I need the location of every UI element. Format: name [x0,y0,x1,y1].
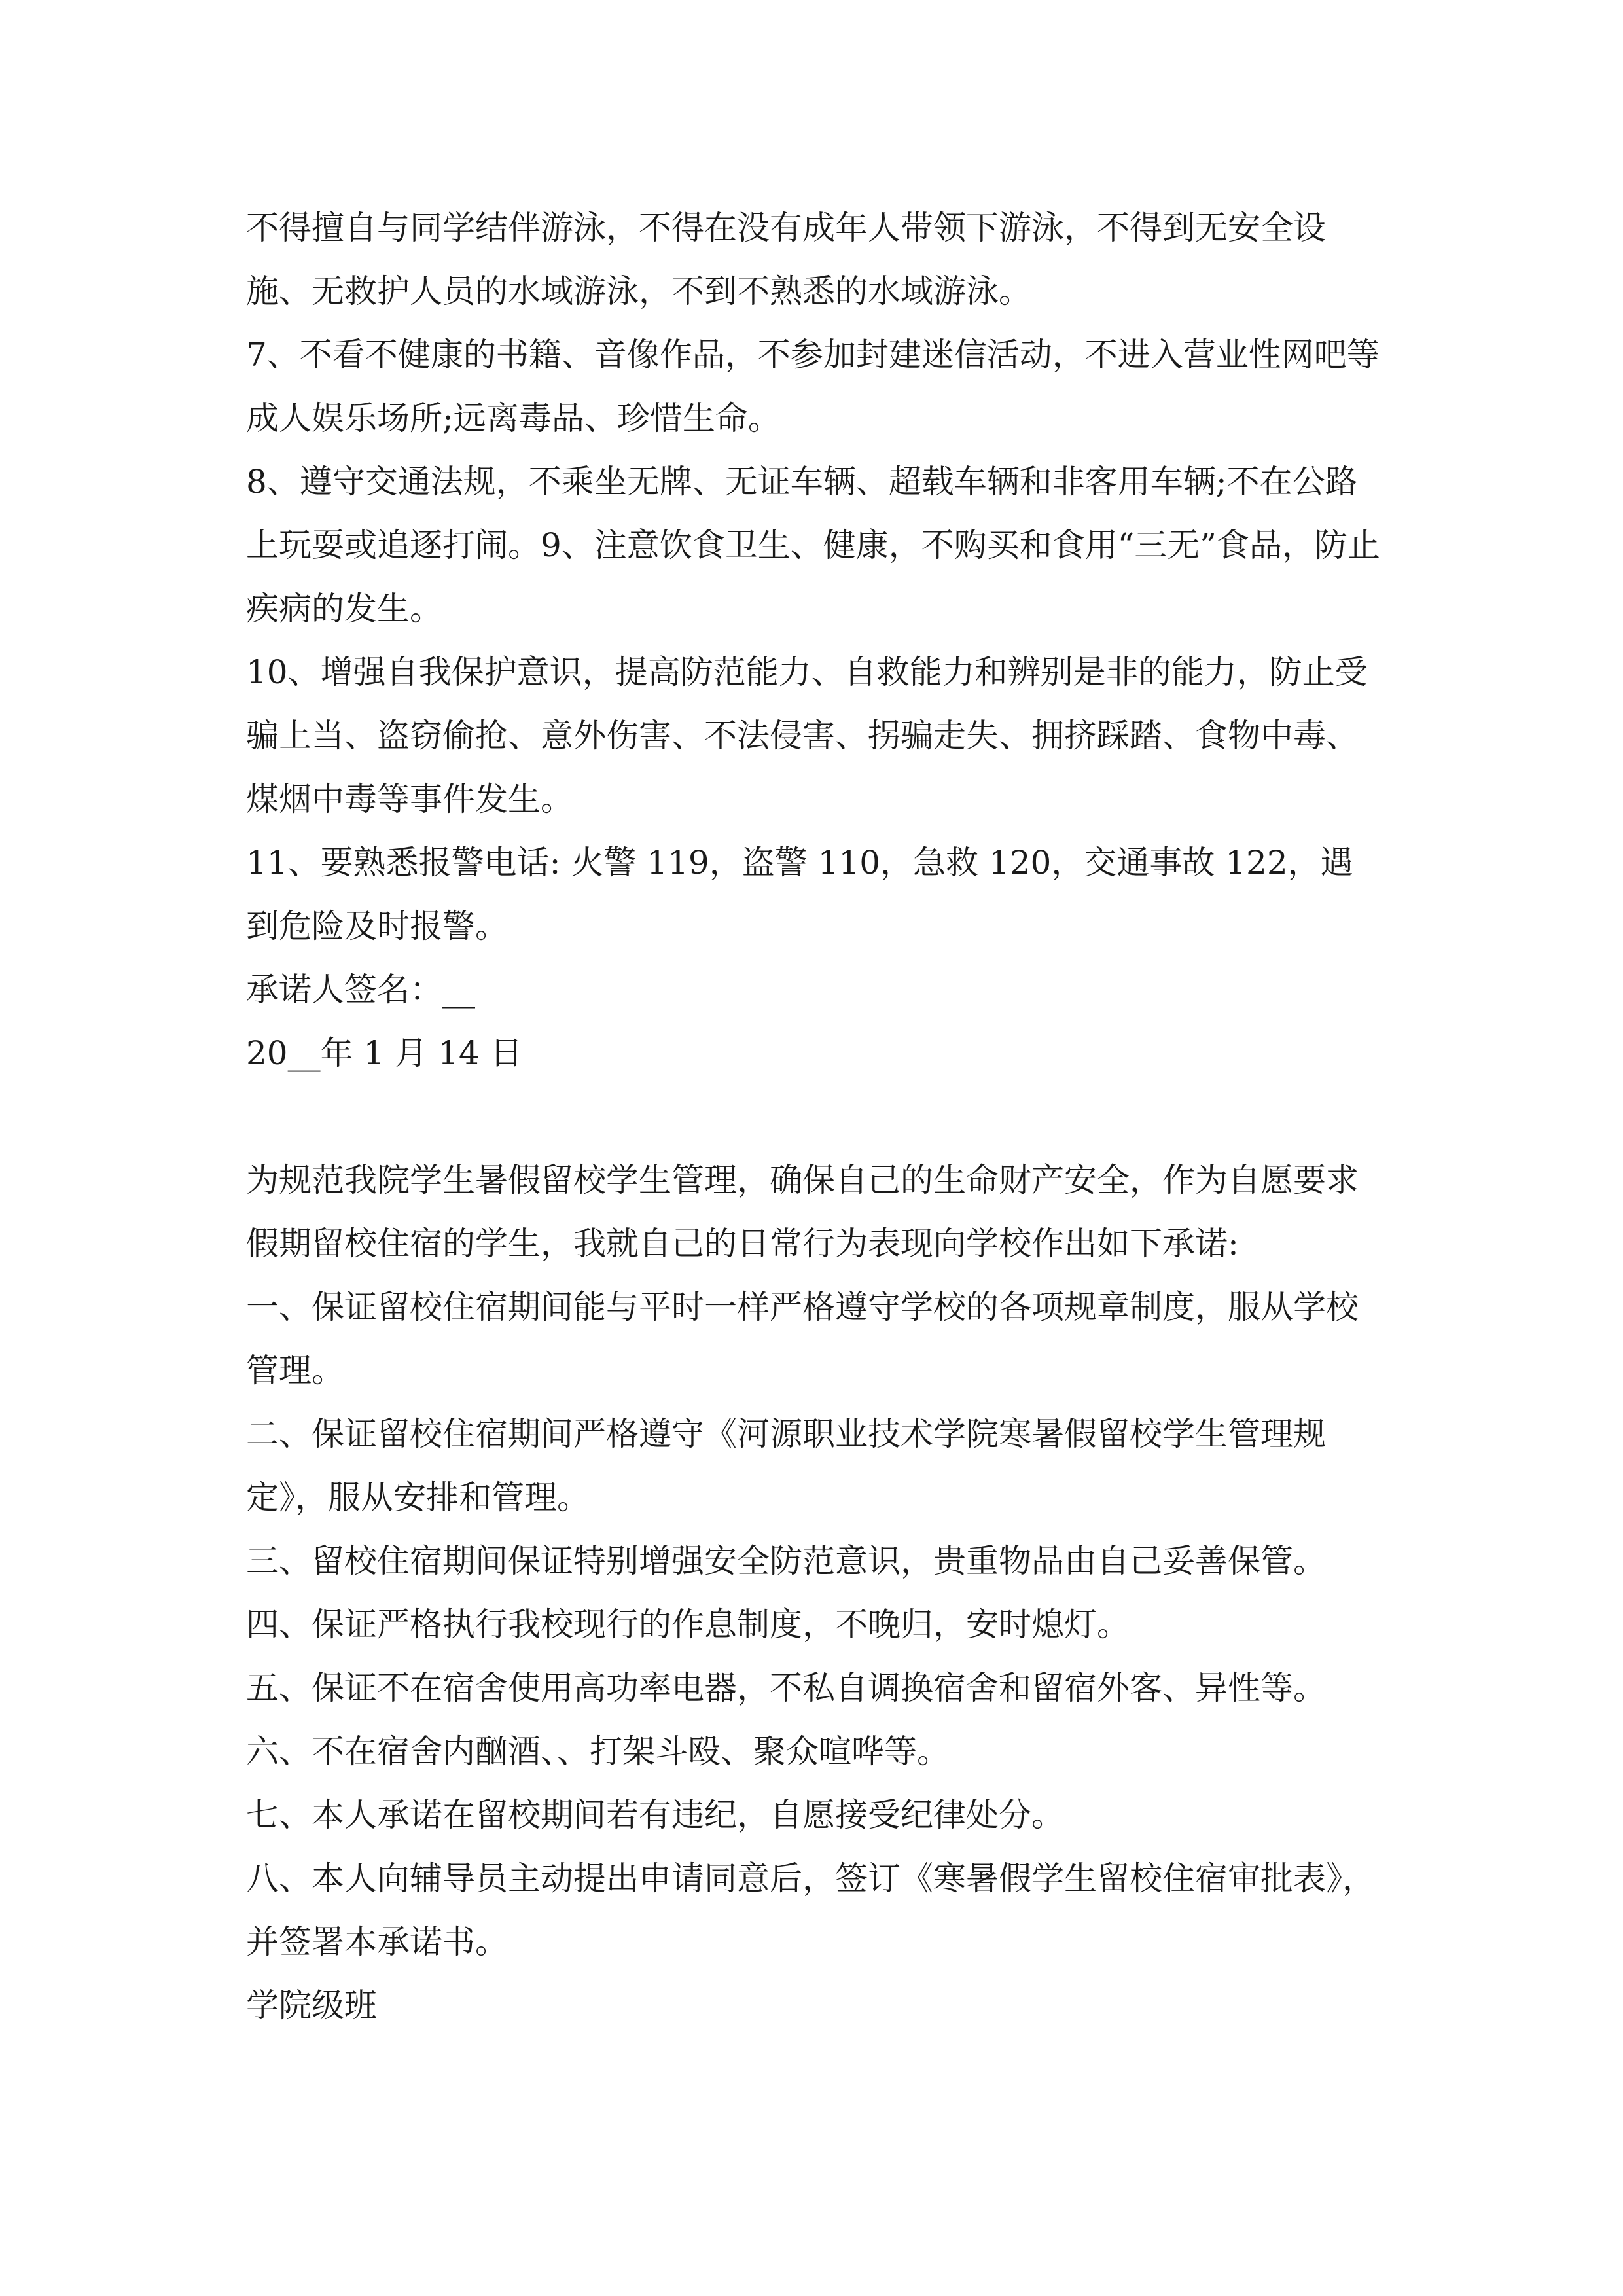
paragraph-rule-7: 7、不看不健康的书籍、音像作品，不参加封建迷信活动，不进入营业性网吧等成人娱乐场所;远离毒品、珍惜生命。 [246,336,1380,437]
paragraph-pledge-5: 五、保证不在宿舍使用高功率电器，不私自调换宿舍和留宿外客、异性等。 [246,1669,1326,1707]
paragraph-pledge-1: 一、保证留校住宿期间能与平时一样严格遵守学校的各项规章制度，服从学校管理。 [246,1288,1359,1390]
paragraph-pledge-2: 二、保证留校住宿期间严格遵守《河源职业技术学院寒暑假留校学生管理规定》，服从安排和管理。 [246,1415,1326,1516]
paragraph-rule-11: 11、要熟悉报警电话: 火警 119，盗警 110，急救 120，交通事故 122，遇到危险及时报警。 [246,844,1353,945]
paragraph-pledge-8: 八、本人向辅导员主动提出申请同意后，签订《寒暑假学生留校住宿审批表》，并签署本承诺书。 [246,1859,1375,1961]
document-body [246,196,1385,2037]
footer-line: 学院级班 [246,1986,377,2024]
date-line: 20__年 1 月 14 日 [246,1034,523,1072]
signature-line: 承诺人签名：__ [246,971,475,1009]
paragraph-pledge-7: 七、本人承诺在留校期间若有违纪，自愿接受纪律处分。 [246,1796,1064,1834]
section-gap [246,1085,1385,1149]
paragraph-rule-10: 10、增强自我保护意识，提高防范能力、自救能力和辨别是非的能力，防止受骗上当、盗窃偷抢、意外伤害、不法侵害、拐骗走失、拥挤踩踏、食物中毒、煤烟中毒等事件发生。 [246,653,1368,818]
paragraph-pledge-3: 三、留校住宿期间保证特别增强安全防范意识，贵重物品由自己妥善保管。 [246,1542,1326,1580]
paragraph-swimming-rules: 不得擅自与同学结伴游泳，不得在没有成年人带领下游泳，不得到无安全设施、无救护人员的水域游泳，不到不熟悉的水域游泳。 [246,209,1326,310]
paragraph-pledge-6: 六、不在宿舍内酗酒、、打架斗殴、聚众喧哗等。 [246,1732,950,1770]
paragraph-intro: 为规范我院学生暑假留校学生管理，确保自己的生命财产安全，作为自愿要求假期留校住宿的学生，我就自己的日常行为表现向学校作出如下承诺: [246,1161,1359,1263]
paragraph-pledge-4: 四、保证严格执行我校现行的作息制度，不晚归，安时熄灯。 [246,1605,1130,1643]
paragraph-rule-8-9: 8、遵守交通法规，不乘坐无牌、无证车辆、超载车辆和非客用车辆;不在公路上玩耍或追逐打闹。9、注意饮食卫生、健康，不购买和食用“三无”食品，防止疾病的发生。 [246,463,1380,628]
